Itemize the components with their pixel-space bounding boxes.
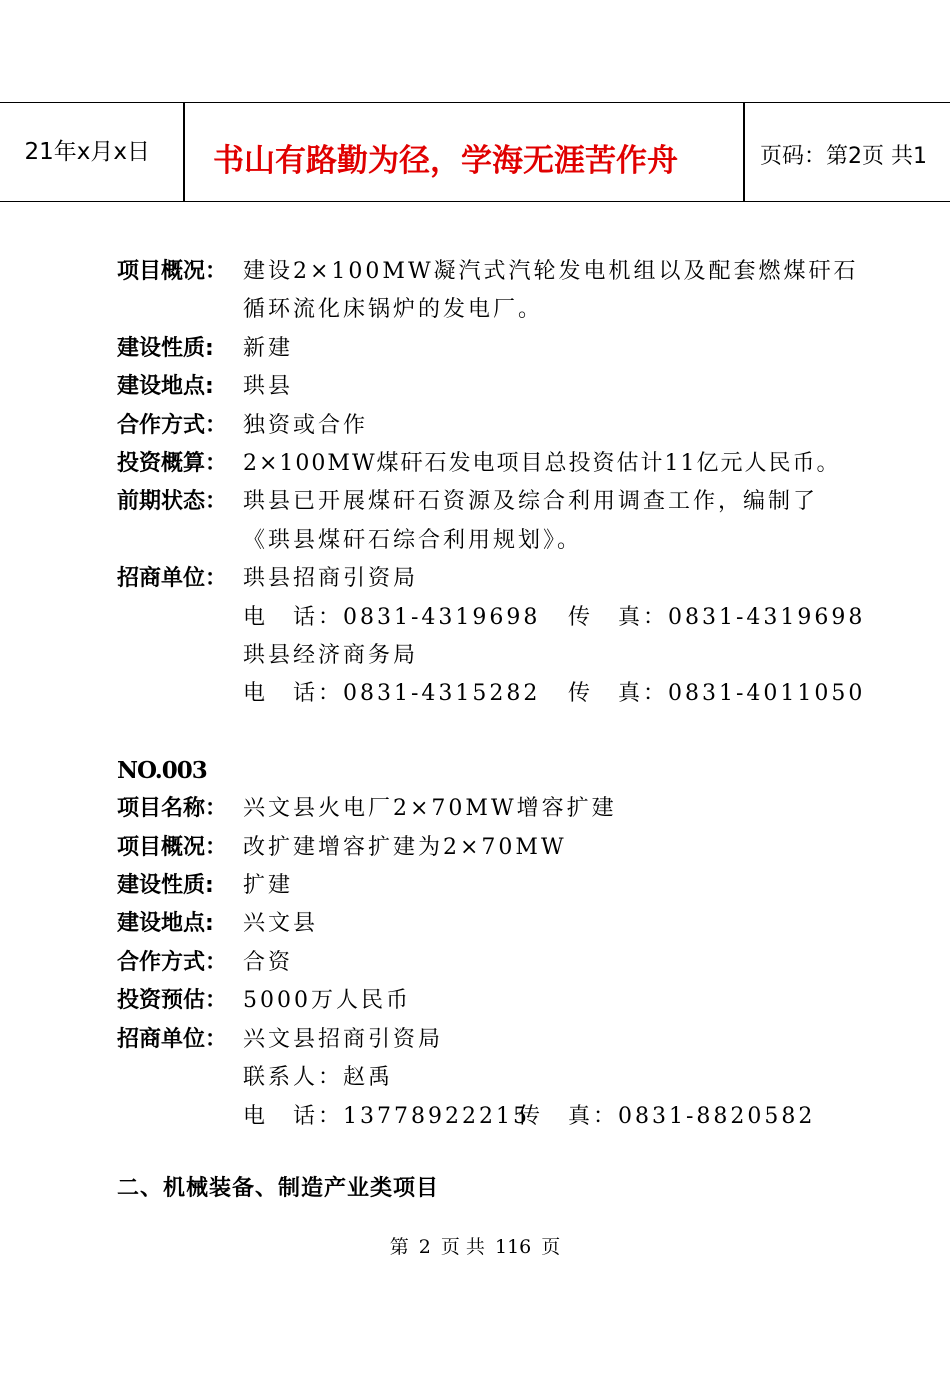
field-row xyxy=(117,407,837,445)
field-row xyxy=(117,944,837,982)
field-row xyxy=(117,253,859,291)
fax-text: 传 真：0831-4319698 xyxy=(568,604,866,630)
field-label: 投资预估： xyxy=(117,988,228,1014)
phone-text: 电 话：0831-4315282 xyxy=(243,681,541,707)
header-divider xyxy=(183,103,185,201)
field-label: 项目概况： xyxy=(117,259,228,284)
field-value: 合资 xyxy=(243,949,294,975)
fax-text: 传 真：0831-8820582 xyxy=(518,1103,816,1129)
field-row xyxy=(117,905,837,943)
field-label: 项目概况： xyxy=(117,834,228,860)
phone-text: 电 话：13778922215 xyxy=(243,1103,530,1129)
field-row xyxy=(117,1021,837,1059)
field-row xyxy=(117,829,837,867)
footer-page-number: 2 xyxy=(418,1236,431,1258)
field-row xyxy=(117,867,837,905)
field-row xyxy=(117,368,837,406)
field-value-continued: 循环流化床锅炉的发电厂。 xyxy=(243,297,544,323)
field-value: 珙县 xyxy=(243,374,294,400)
field-label: 建设地点: xyxy=(117,911,214,937)
field-row xyxy=(117,560,837,598)
page-header xyxy=(0,102,950,202)
field-label: 招商单位： xyxy=(117,1026,228,1052)
field-value: 新建 xyxy=(243,335,294,361)
field-row xyxy=(117,982,837,1020)
field-value-continued: 《珙县煤矸石综合利用规划》。 xyxy=(243,527,583,553)
header-page-info: 页码：第2页 共1 xyxy=(760,144,927,169)
contact-person: 联系人：赵禹 xyxy=(243,1065,394,1091)
field-value: 改扩建增容扩建为2×70MW xyxy=(243,834,567,860)
field-value: 珙县已开展煤矸石资源及综合利用调查工作，编制了 xyxy=(243,489,819,515)
field-row xyxy=(117,790,837,828)
field-value: 5000万人民币 xyxy=(243,988,411,1014)
field-value: 2×100MW煤矸石发电项目总投资估计11亿元人民币。 xyxy=(243,451,841,477)
field-label: 合作方式： xyxy=(117,949,228,975)
field-value: 珙县招商引资局 xyxy=(243,566,419,592)
section-heading: 二、机械装备、制造产业类项目 xyxy=(117,1175,440,1201)
field-label: 前期状态： xyxy=(117,489,228,515)
contact-line xyxy=(117,675,866,713)
field-label: 建设性质: xyxy=(117,873,214,899)
field-value: 兴文县 xyxy=(243,911,319,937)
field-value: 兴文县火电厂2×70MW增容扩建 xyxy=(243,796,617,822)
field-value: 扩建 xyxy=(243,873,294,899)
field-value: 兴文县招商引资局 xyxy=(243,1026,444,1052)
unit-name: 珙县经济商务局 xyxy=(243,643,419,669)
field-label: 建设性质: xyxy=(117,335,214,361)
project-number: NO.003 xyxy=(117,756,207,784)
field-label: 建设地点: xyxy=(117,374,214,400)
phone-text: 电 话：0831-4319698 xyxy=(243,604,541,630)
field-label: 项目名称： xyxy=(117,796,228,822)
header-motto: 书山有路勤为径，学海无涯苦作舟 xyxy=(213,143,678,179)
contact-line xyxy=(117,599,866,637)
field-label: 招商单位： xyxy=(117,566,228,592)
field-value: 建设2×100MW凝汽式汽轮发电机组以及配套燃煤矸石 xyxy=(243,259,859,284)
field-label: 投资概算： xyxy=(117,451,228,477)
header-date: 21年x月x日 xyxy=(24,139,150,165)
fax-text: 传 真：0831-4011050 xyxy=(568,681,866,707)
field-value: 独资或合作 xyxy=(243,412,369,438)
header-divider xyxy=(743,103,745,201)
field-row xyxy=(117,483,837,521)
page-footer: 第 2 页 共 116 页 xyxy=(389,1236,561,1258)
field-row xyxy=(117,330,837,368)
contact-line xyxy=(117,1098,837,1136)
footer-total-pages: 116 xyxy=(494,1236,532,1258)
field-row xyxy=(117,445,841,483)
field-label: 合作方式： xyxy=(117,412,228,438)
document-body xyxy=(117,253,866,1208)
